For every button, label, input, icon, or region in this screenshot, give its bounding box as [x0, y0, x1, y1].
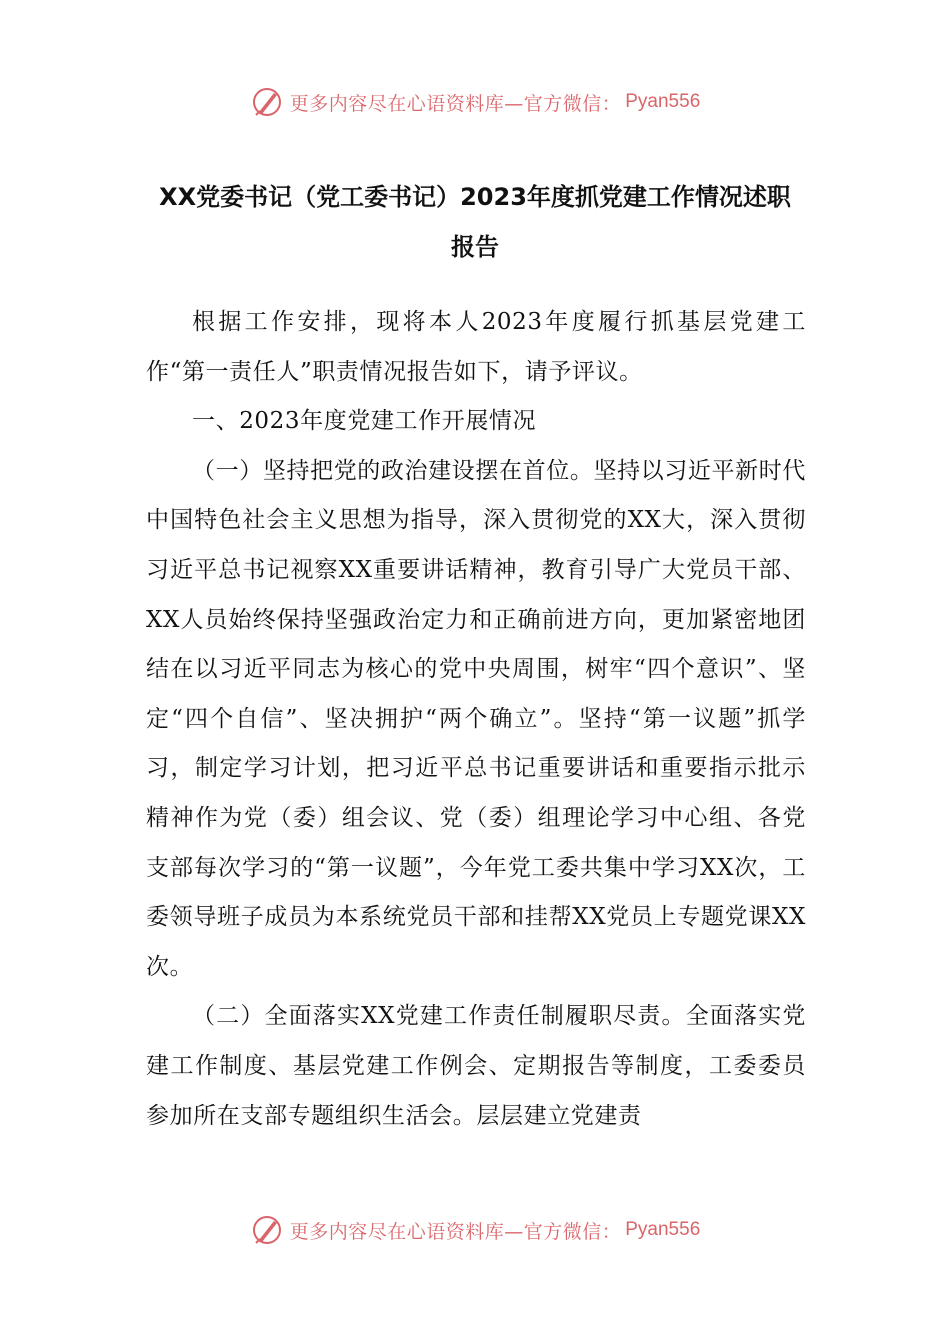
- body-paragraph: （二）全面落实XX党建工作责任制履职尽责。全面落实党建工作制度、基层党建工作例会、定期报告等制度，工委委员参加所在支部专题组织生活会。层层建立党建责: [146, 1003, 806, 1129]
- title-line-1: XX党委书记（党工委书记）2023年度抓党建工作情况述职: [159, 183, 791, 211]
- body-paragraph: （一）坚持把党的政治建设摆在首位。坚持以习近平新时代中国特色社会主义思想为指导，深入贯彻党的XX大，深入贯彻习近平总书记视察XX重要讲话精神，教育引导广大党员干部、XX人员始终保持坚强政治定力和正确前进方向，更加紧密地团结在以习近平同志为核心的党中央周围，树牢“四个意识”、坚定“四个自信”、坚决拥护“两个确立”。坚持“第一议题”抓学习，制定学习计划，把习近平总书记重要讲话和重要指示批示精神作为党（委）组会议、党（委）组理论学习中心组、各党支部每次学习的“第一议题”，今年党工委共集中学习XX次，工委领导班子成员为本系统党员干部和挂帮XX党员上专题党课XX次。: [146, 457, 806, 980]
- watermark-text: 更多内容尽在心语资料库—官方微信：: [289, 92, 622, 115]
- intro-paragraph: 根据工作安排，现将本人2023年度履行抓基层党建工作“第一责任人”职责情况报告如下，请予评议。: [146, 309, 806, 385]
- document-title: [130, 172, 820, 272]
- watermark-footer: [0, 1210, 950, 1250]
- watermark-handle: Pyan556: [625, 1219, 701, 1240]
- watermark-text: 更多内容尽在心语资料库—官方微信：: [289, 1220, 622, 1243]
- pen-circle-logo-icon: [250, 85, 284, 119]
- document-body: [146, 298, 806, 1141]
- section-heading: 一、2023年度党建工作开展情况: [192, 408, 537, 435]
- watermark-handle: Pyan556: [625, 91, 701, 112]
- pen-circle-logo-icon: [250, 1213, 284, 1247]
- title-line-2: 报告: [451, 233, 499, 261]
- watermark-header: [0, 82, 950, 122]
